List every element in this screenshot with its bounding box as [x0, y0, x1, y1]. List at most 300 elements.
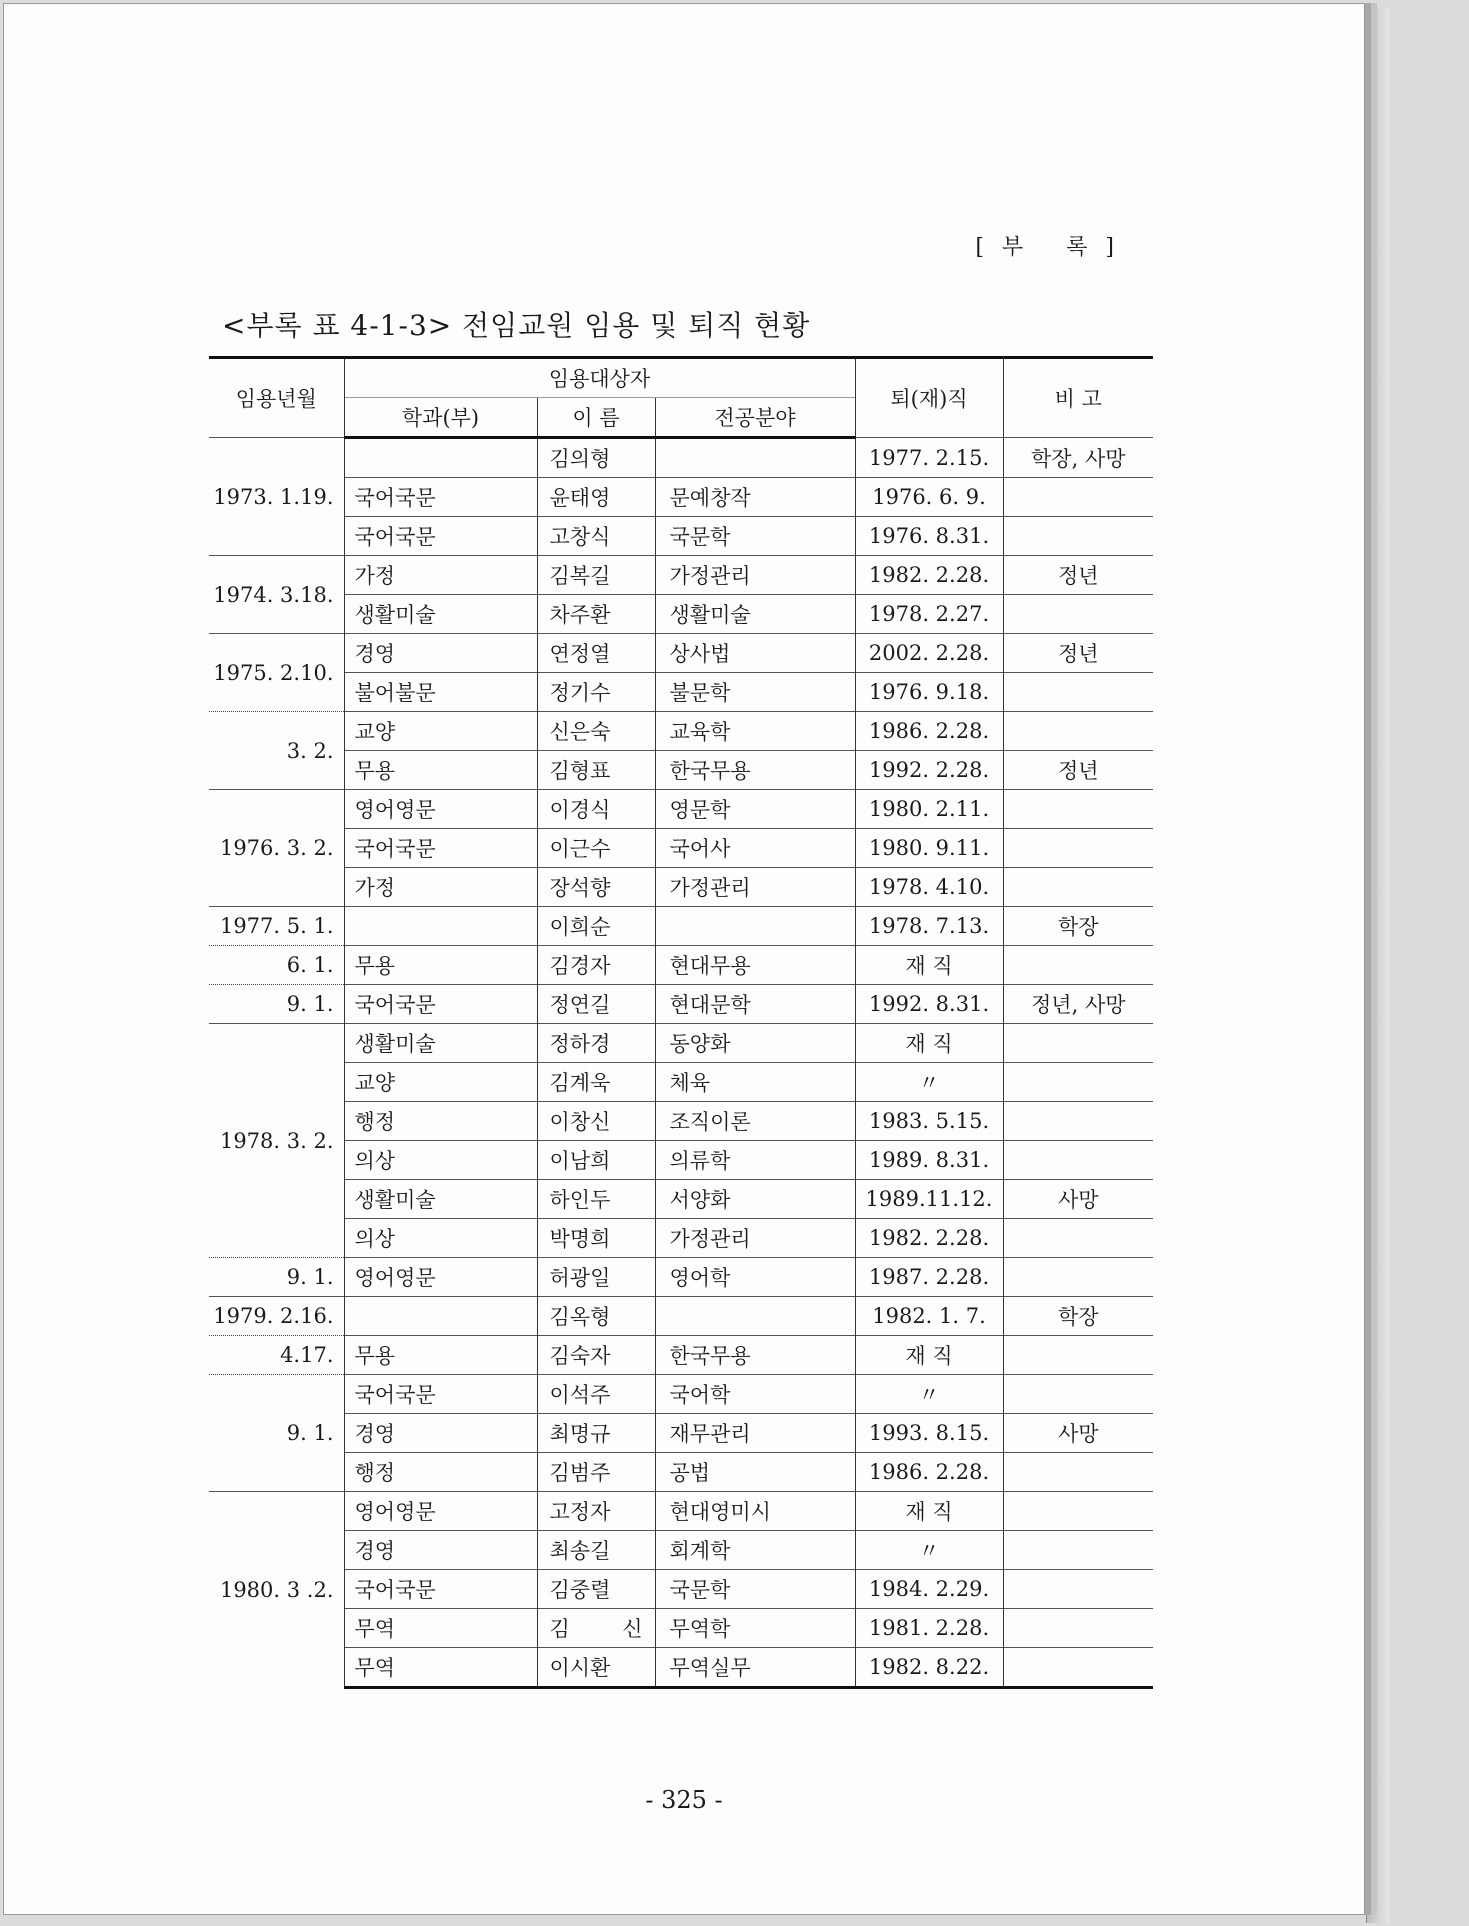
dept-cell	[344, 1024, 537, 1063]
name-cell	[537, 712, 655, 751]
dept-cell-text: 국어국문	[354, 525, 436, 549]
retire-cell	[855, 1531, 1003, 1570]
dept-cell-text: 무용	[354, 1344, 396, 1368]
field-cell	[655, 946, 855, 985]
field-cell-text: 재무관리	[669, 1422, 751, 1446]
field-cell	[655, 673, 855, 712]
document-page	[3, 3, 1365, 1915]
note-cell	[1003, 634, 1153, 673]
retire-cell-text: 1976. 9.18.	[868, 680, 990, 704]
note-cell	[1003, 829, 1153, 868]
table-row	[209, 790, 1153, 829]
field-cell-text: 상사법	[669, 642, 731, 666]
retire-cell	[855, 946, 1003, 985]
note-cell	[1003, 1375, 1153, 1414]
field-cell	[655, 1453, 855, 1492]
retire-cell	[855, 907, 1003, 946]
note-cell	[1003, 985, 1153, 1024]
retire-cell-text: 1978. 7.13.	[868, 914, 990, 938]
dept-cell	[344, 985, 537, 1024]
retire-cell-text: 1980. 2.11.	[868, 797, 990, 821]
field-cell-text: 의류학	[669, 1149, 731, 1173]
retire-cell	[855, 517, 1003, 556]
retire-cell-text: 〃	[918, 1539, 940, 1563]
retire-cell-text: 1992. 2.28.	[868, 758, 990, 782]
year-cell: 4.17.	[209, 1336, 344, 1375]
year-cell: 1980. 3 .2.	[209, 1492, 344, 1688]
name-cell	[537, 1453, 655, 1492]
dept-cell-text: 교양	[354, 1071, 396, 1095]
note-cell-text: 학장, 사망	[1031, 446, 1126, 471]
name-cell	[537, 1375, 655, 1414]
note-cell-text: 정년	[1057, 564, 1099, 588]
field-cell-text: 가정관리	[669, 876, 751, 900]
note-cell	[1003, 1492, 1153, 1531]
dept-cell	[344, 1180, 537, 1219]
note-cell	[1003, 868, 1153, 907]
dept-cell-text: 국어국문	[354, 1578, 436, 1602]
note-cell	[1003, 438, 1153, 478]
retire-cell-text: 1989. 8.31.	[868, 1148, 990, 1172]
note-cell	[1003, 1297, 1153, 1336]
table-row	[209, 595, 1153, 634]
name-cell-text: 이근수	[549, 837, 611, 861]
field-cell-text: 문예창작	[669, 486, 751, 510]
dept-cell	[344, 829, 537, 868]
field-cell	[655, 1258, 855, 1297]
note-cell-text: 사망	[1057, 1422, 1099, 1446]
retire-cell	[855, 1609, 1003, 1648]
name-cell	[537, 946, 655, 985]
dept-cell	[344, 478, 537, 517]
retire-cell	[855, 1336, 1003, 1375]
note-cell	[1003, 1102, 1153, 1141]
name-cell-text: 김범주	[549, 1461, 611, 1485]
name-cell-text: 김옥형	[549, 1305, 611, 1329]
name-cell-text: 이남희	[549, 1149, 611, 1173]
table-row	[209, 634, 1153, 673]
retire-cell	[855, 1024, 1003, 1063]
field-cell-text: 영문학	[669, 798, 731, 822]
retire-cell	[855, 438, 1003, 478]
table-row	[209, 1453, 1153, 1492]
retire-cell	[855, 712, 1003, 751]
dept-cell	[344, 517, 537, 556]
year-cell: 1973. 1.19.	[209, 438, 344, 556]
field-cell-text: 회계학	[669, 1539, 731, 1563]
note-cell	[1003, 1453, 1153, 1492]
table-body	[209, 438, 1153, 1688]
table-row	[209, 1375, 1153, 1414]
field-cell	[655, 829, 855, 868]
retire-cell	[855, 1102, 1003, 1141]
name-cell-text: 신은숙	[549, 720, 611, 744]
dept-cell	[344, 1297, 537, 1336]
table-row	[209, 1570, 1153, 1609]
note-cell	[1003, 946, 1153, 985]
field-cell	[655, 1024, 855, 1063]
header-name: 이 름	[537, 398, 655, 438]
dept-cell	[344, 438, 537, 478]
name-cell-text: 김 신	[549, 1617, 643, 1641]
dept-cell	[344, 1609, 537, 1648]
name-cell	[537, 1570, 655, 1609]
retire-cell	[855, 1258, 1003, 1297]
field-cell-text: 영어학	[669, 1266, 731, 1290]
field-cell-text: 조직이론	[669, 1110, 751, 1134]
field-cell-text: 현대무용	[669, 954, 751, 978]
name-cell	[537, 1336, 655, 1375]
table-row	[209, 1336, 1153, 1375]
retire-cell-text: 1982. 1. 7.	[872, 1304, 986, 1328]
page-edge-shadow	[1366, 8, 1389, 1923]
dept-cell-text: 무용	[354, 759, 396, 783]
table-row	[209, 1531, 1153, 1570]
note-cell	[1003, 790, 1153, 829]
field-cell-text: 가정관리	[669, 564, 751, 588]
field-cell	[655, 1609, 855, 1648]
table-row	[209, 1180, 1153, 1219]
retire-cell	[855, 478, 1003, 517]
name-cell	[537, 1024, 655, 1063]
dept-cell-text: 불어불문	[354, 681, 436, 705]
field-cell-text: 한국무용	[669, 1344, 751, 1368]
retire-cell-text: 1984. 2.29.	[868, 1577, 990, 1601]
name-cell-text: 정연길	[549, 993, 611, 1017]
note-cell	[1003, 556, 1153, 595]
table-row	[209, 1258, 1153, 1297]
table-row	[209, 868, 1153, 907]
table-row	[209, 1609, 1153, 1648]
retire-cell	[855, 634, 1003, 673]
dept-cell	[344, 556, 537, 595]
dept-cell	[344, 1375, 537, 1414]
dept-cell	[344, 946, 537, 985]
retire-cell-text: 1993. 8.15.	[868, 1421, 990, 1445]
note-cell	[1003, 1258, 1153, 1297]
name-cell	[537, 556, 655, 595]
dept-cell-text: 영어영문	[354, 1266, 436, 1290]
field-cell-text: 동양화	[669, 1032, 731, 1056]
retire-cell-text: 1982. 2.28.	[868, 563, 990, 587]
retire-cell-text: 재 직	[905, 1500, 953, 1524]
retire-cell	[855, 1648, 1003, 1688]
retire-cell-text: 1981. 2.28.	[868, 1616, 990, 1640]
name-cell-text: 박명희	[549, 1227, 611, 1251]
field-cell	[655, 1297, 855, 1336]
field-cell	[655, 517, 855, 556]
table-row	[209, 517, 1153, 556]
field-cell-text: 무역학	[669, 1617, 731, 1641]
retire-cell-text: 〃	[918, 1071, 940, 1095]
dept-cell	[344, 673, 537, 712]
name-cell	[537, 595, 655, 634]
header-group: 임용대상자	[344, 358, 855, 398]
note-cell-text: 학장	[1057, 915, 1099, 939]
field-cell	[655, 634, 855, 673]
dept-cell-text: 경영	[354, 642, 396, 666]
retire-cell	[855, 673, 1003, 712]
retire-cell	[855, 1297, 1003, 1336]
name-cell	[537, 673, 655, 712]
dept-cell	[344, 751, 537, 790]
table-row	[209, 1492, 1153, 1531]
retire-cell	[855, 790, 1003, 829]
field-cell	[655, 1336, 855, 1375]
table-row	[209, 1297, 1153, 1336]
retire-cell	[855, 1219, 1003, 1258]
field-cell-text: 무역실무	[669, 1656, 751, 1680]
retire-cell-text: 재 직	[905, 1032, 953, 1056]
retire-cell-text: 재 직	[905, 954, 953, 978]
year-cell: 1979. 2.16.	[209, 1297, 344, 1336]
year-cell: 1977. 5. 1.	[209, 907, 344, 946]
name-cell	[537, 790, 655, 829]
note-cell	[1003, 907, 1153, 946]
name-cell-text: 김중렬	[549, 1578, 611, 1602]
note-cell	[1003, 1063, 1153, 1102]
note-cell	[1003, 478, 1153, 517]
name-cell	[537, 1258, 655, 1297]
table-row	[209, 1648, 1153, 1688]
year-cell: 1975. 2.10.	[209, 634, 344, 712]
name-cell-text: 하인두	[549, 1188, 611, 1212]
name-cell	[537, 907, 655, 946]
note-cell	[1003, 673, 1153, 712]
retire-cell	[855, 751, 1003, 790]
note-cell	[1003, 1336, 1153, 1375]
header-year: 임용년월	[209, 358, 344, 438]
note-cell-text: 정년	[1057, 642, 1099, 666]
dept-cell-text: 생활미술	[354, 603, 436, 627]
field-cell	[655, 1531, 855, 1570]
field-cell-text: 국어사	[669, 837, 731, 861]
name-cell-text: 김경자	[549, 954, 611, 978]
field-cell-text: 공법	[669, 1461, 711, 1485]
name-cell	[537, 829, 655, 868]
field-cell	[655, 556, 855, 595]
retire-cell	[855, 1063, 1003, 1102]
name-cell	[537, 1492, 655, 1531]
note-cell	[1003, 751, 1153, 790]
retire-cell-text: 1989.11.12.	[865, 1187, 993, 1211]
name-cell-text: 김계욱	[549, 1071, 611, 1095]
table-row	[209, 946, 1153, 985]
retire-cell-text: 1980. 9.11.	[868, 836, 990, 860]
name-cell	[537, 1297, 655, 1336]
field-cell	[655, 712, 855, 751]
dept-cell	[344, 634, 537, 673]
note-cell	[1003, 712, 1153, 751]
retire-cell-text: 재 직	[905, 1344, 953, 1368]
dept-cell-text: 생활미술	[354, 1188, 436, 1212]
name-cell-text: 정하경	[549, 1032, 611, 1056]
field-cell-text: 생활미술	[669, 603, 751, 627]
dept-cell-text: 국어국문	[354, 993, 436, 1017]
retire-cell-text: 1976. 6. 9.	[872, 485, 986, 509]
field-cell	[655, 1180, 855, 1219]
field-cell-text: 교육학	[669, 720, 731, 744]
name-cell-text: 최송길	[549, 1539, 611, 1563]
retire-cell-text: 1978. 2.27.	[868, 602, 990, 626]
retire-cell-text: 1986. 2.28.	[868, 1460, 990, 1484]
retire-cell-text: 1982. 2.28.	[868, 1226, 990, 1250]
field-cell	[655, 478, 855, 517]
dept-cell	[344, 1492, 537, 1531]
name-cell-text: 허광일	[549, 1266, 611, 1290]
table-row	[209, 1063, 1153, 1102]
header-note: 비 고	[1003, 358, 1153, 438]
retire-cell	[855, 1453, 1003, 1492]
field-cell-text: 불문학	[669, 681, 731, 705]
name-cell	[537, 1609, 655, 1648]
dept-cell-text: 무용	[354, 954, 396, 978]
field-cell	[655, 751, 855, 790]
field-cell-text: 국문학	[669, 525, 731, 549]
dept-cell-text: 영어영문	[354, 798, 436, 822]
page-number: - 325 -	[645, 1786, 723, 1814]
header-retire: 퇴(재)직	[855, 358, 1003, 438]
name-cell	[537, 985, 655, 1024]
table-row	[209, 478, 1153, 517]
retire-cell-text: 1986. 2.28.	[868, 719, 990, 743]
dept-cell	[344, 1531, 537, 1570]
name-cell-text: 이경식	[549, 798, 611, 822]
table-row	[209, 1414, 1153, 1453]
retire-cell-text: 2002. 2.28.	[868, 641, 990, 665]
year-cell: 9. 1.	[209, 1375, 344, 1492]
retire-cell	[855, 1570, 1003, 1609]
name-cell-text: 고정자	[549, 1500, 611, 1524]
year-cell: 1976. 3. 2.	[209, 790, 344, 907]
dept-cell	[344, 790, 537, 829]
dept-cell	[344, 1258, 537, 1297]
year-cell: 1974. 3.18.	[209, 556, 344, 634]
retire-cell	[855, 556, 1003, 595]
retire-cell-text: 1987. 2.28.	[868, 1265, 990, 1289]
dept-cell	[344, 595, 537, 634]
dept-cell-text: 의상	[354, 1227, 396, 1251]
year-cell: 6. 1.	[209, 946, 344, 985]
note-cell	[1003, 1141, 1153, 1180]
field-cell-text: 현대영미시	[669, 1500, 771, 1524]
field-cell-text: 한국무용	[669, 759, 751, 783]
dept-cell	[344, 712, 537, 751]
header-dept: 학과(부)	[344, 398, 537, 438]
field-cell	[655, 1141, 855, 1180]
note-cell-text: 정년, 사망	[1031, 993, 1126, 1017]
retire-cell	[855, 1141, 1003, 1180]
field-cell-text: 현대문학	[669, 993, 751, 1017]
name-cell	[537, 1531, 655, 1570]
name-cell	[537, 1102, 655, 1141]
note-cell	[1003, 517, 1153, 556]
retire-cell-text: 〃	[918, 1383, 940, 1407]
retire-cell	[855, 1414, 1003, 1453]
retire-cell-text: 1976. 8.31.	[868, 524, 990, 548]
field-cell	[655, 790, 855, 829]
field-cell	[655, 985, 855, 1024]
dept-cell-text: 가정	[354, 876, 396, 900]
name-cell-text: 윤태영	[549, 486, 611, 510]
retire-cell	[855, 985, 1003, 1024]
dept-cell-text: 생활미술	[354, 1032, 436, 1056]
table-row	[209, 1102, 1153, 1141]
name-cell-text: 김복길	[549, 564, 611, 588]
table-row	[209, 1141, 1153, 1180]
field-cell	[655, 907, 855, 946]
note-cell	[1003, 595, 1153, 634]
name-cell	[537, 1063, 655, 1102]
name-cell-text: 김의형	[549, 447, 611, 471]
name-cell-text: 이석주	[549, 1383, 611, 1407]
name-cell	[537, 1648, 655, 1688]
dept-cell-text: 영어영문	[354, 1500, 436, 1524]
dept-cell-text: 경영	[354, 1539, 396, 1563]
field-cell-text: 체육	[669, 1071, 711, 1095]
name-cell-text: 장석향	[549, 876, 611, 900]
section-tag: [부 록]	[975, 235, 1132, 260]
dept-cell	[344, 1648, 537, 1688]
note-cell	[1003, 1570, 1153, 1609]
name-cell-text: 정기수	[549, 681, 611, 705]
dept-cell-text: 국어국문	[354, 1383, 436, 1407]
field-cell	[655, 1648, 855, 1688]
dept-cell-text: 교양	[354, 720, 396, 744]
table-row	[209, 985, 1153, 1024]
dept-cell	[344, 1219, 537, 1258]
dept-cell	[344, 907, 537, 946]
dept-cell	[344, 1414, 537, 1453]
note-cell	[1003, 1180, 1153, 1219]
field-cell	[655, 1375, 855, 1414]
note-cell	[1003, 1219, 1153, 1258]
name-cell	[537, 1414, 655, 1453]
name-cell-text: 이창신	[549, 1110, 611, 1134]
field-cell-text: 국어학	[669, 1383, 731, 1407]
dept-cell	[344, 1336, 537, 1375]
name-cell	[537, 438, 655, 478]
dept-cell-text: 무역	[354, 1617, 396, 1641]
field-cell-text: 가정관리	[669, 1227, 751, 1251]
dept-cell-text: 경영	[354, 1422, 396, 1446]
retire-cell	[855, 829, 1003, 868]
dept-cell-text: 가정	[354, 564, 396, 588]
field-cell-text: 국문학	[669, 1578, 731, 1602]
name-cell-text: 김형표	[549, 759, 611, 783]
field-cell	[655, 1570, 855, 1609]
field-cell	[655, 1063, 855, 1102]
name-cell-text: 김숙자	[549, 1344, 611, 1368]
table-row	[209, 829, 1153, 868]
dept-cell-text: 의상	[354, 1149, 396, 1173]
table-row	[209, 438, 1153, 478]
note-cell	[1003, 1024, 1153, 1063]
name-cell	[537, 478, 655, 517]
retire-cell-text: 1982. 8.22.	[868, 1655, 990, 1679]
note-cell	[1003, 1609, 1153, 1648]
table-row	[209, 751, 1153, 790]
retire-cell	[855, 1180, 1003, 1219]
note-cell-text: 정년	[1057, 759, 1099, 783]
name-cell	[537, 1219, 655, 1258]
dept-cell	[344, 868, 537, 907]
header-field: 전공분야	[655, 398, 855, 438]
field-cell	[655, 1219, 855, 1258]
retire-cell-text: 1992. 8.31.	[868, 992, 990, 1016]
name-cell	[537, 1180, 655, 1219]
note-cell-text: 학장	[1057, 1305, 1099, 1329]
